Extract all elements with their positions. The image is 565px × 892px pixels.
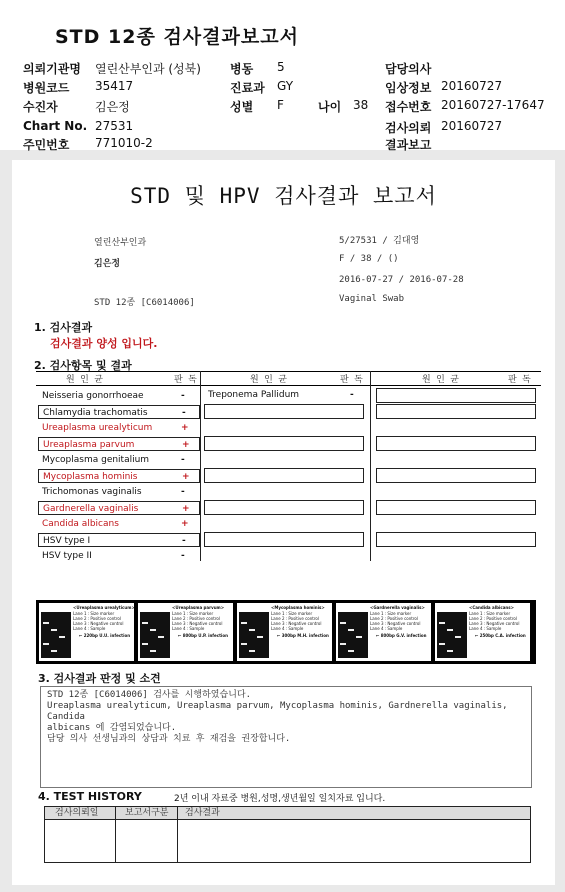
- chart-doctor: 5/27531 / 김대영: [339, 236, 420, 246]
- item-name: Gardnerella vaginalis: [43, 504, 139, 514]
- item-result: -: [182, 408, 186, 418]
- empty-result-box: [376, 468, 536, 483]
- gel-band-label: ← 800bp G.V. infection: [376, 633, 427, 638]
- history-header: [45, 807, 530, 820]
- item-result: -: [181, 391, 185, 401]
- item-name: Treponema Pallidum: [208, 390, 300, 400]
- item-name: Trichomonas vaginalis: [42, 487, 142, 497]
- gel-legend-line: Lane 2 : Positive control: [172, 616, 220, 621]
- field-label: 임상정보: [385, 81, 432, 95]
- gel-panel: [336, 603, 431, 661]
- table-row: [38, 549, 200, 563]
- item-result: -: [350, 390, 354, 400]
- history-col: 보고서구분: [125, 808, 169, 818]
- empty-result-box: [204, 404, 364, 419]
- gel-band-label: ← 300bp M.H. infection: [277, 633, 329, 638]
- empty-result-box: [376, 532, 536, 547]
- table-row: [38, 517, 200, 531]
- gel-band-label: ← 800bp U.P. infection: [178, 633, 229, 638]
- col-result: 판 독: [340, 375, 363, 385]
- gel-band: [43, 622, 49, 624]
- gel-band: [257, 636, 263, 638]
- item-name: Mycoplasma hominis: [43, 472, 138, 482]
- gel-title: <Mycoplasma hominis>: [271, 605, 325, 610]
- col-result: 판 독: [508, 375, 531, 385]
- gel-band: [447, 650, 453, 652]
- gel-band: [447, 629, 453, 631]
- field-label: 병동: [230, 62, 254, 76]
- gel-band: [241, 622, 247, 624]
- specimen: Vaginal Swab: [339, 294, 405, 304]
- results-table: [36, 371, 541, 561]
- item-name: HSV type II: [42, 551, 92, 561]
- table-row: [38, 501, 200, 515]
- gel-band-label: ← 250bp C.A. infection: [475, 633, 526, 638]
- history-divider: [115, 807, 116, 862]
- item-name: Neisseria gonorrhoeae: [42, 391, 144, 401]
- col-divider: [370, 371, 371, 561]
- gel-panel: [39, 603, 134, 661]
- field-label: 진료과: [230, 81, 265, 95]
- gel-image: [41, 612, 71, 658]
- field-value: 열린산부인과 (성북): [95, 62, 201, 76]
- field-value: F: [277, 98, 284, 112]
- gel-lane-numbers: 1 2 3 4: [240, 604, 254, 609]
- gel-image: [140, 612, 170, 658]
- gel-band: [439, 643, 445, 645]
- field-label: 의뢰기관명: [23, 62, 81, 76]
- scanned-report-title: STD 및 HPV 검사결과 보고서: [130, 184, 437, 208]
- gel-legend-line: Lane 4 : Sample: [172, 626, 205, 631]
- col-result: 판 독: [174, 375, 197, 385]
- gel-legend-line: Lane 3 : Negative control: [73, 621, 124, 626]
- gel-band: [348, 650, 354, 652]
- opinion-line: 담당 의사 선생님과의 상담과 치료 후 재검을 권장합니다.: [47, 734, 291, 744]
- item-name: Chlamydia trachomatis: [43, 408, 148, 418]
- results-table-header: [36, 371, 541, 386]
- gel-legend-line: Lane 1 : Size marker: [73, 611, 115, 616]
- field-value: 38: [353, 98, 369, 112]
- gel-band: [142, 622, 148, 624]
- gel-title: <Gardnerella vaginalis>: [370, 605, 425, 610]
- field-label: 수진자: [23, 100, 58, 114]
- table-row: [38, 469, 200, 483]
- gel-legend-line: Lane 2 : Positive control: [469, 616, 517, 621]
- section-3-heading: 3. 검사결과 판정 및 소견: [38, 672, 161, 685]
- scanned-report: [12, 160, 555, 885]
- gel-band: [142, 643, 148, 645]
- gel-legend-line: Lane 1 : Size marker: [370, 611, 412, 616]
- empty-result-box: [204, 468, 364, 483]
- test-code: STD 12종 [C6014006]: [94, 298, 195, 308]
- gel-image: [338, 612, 368, 658]
- gel-band: [150, 650, 156, 652]
- item-name: HSV type I: [43, 536, 91, 546]
- item-name: Ureaplasma parvum: [43, 440, 135, 450]
- gel-title: <Ureaplasma urealyticum>: [73, 605, 135, 610]
- gel-legend-line: Lane 3 : Negative control: [469, 621, 520, 626]
- section-2-heading: 2. 검사항목 및 결과: [34, 359, 132, 372]
- opinion-line: albicans 에 감염되었습니다.: [47, 723, 177, 733]
- field-label: 결과보고: [385, 138, 432, 152]
- item-result: -: [181, 455, 185, 465]
- dates: 2016-07-27 / 2016-07-28: [339, 275, 464, 285]
- table-row: [38, 389, 200, 403]
- field-label: 병원코드: [23, 81, 70, 95]
- item-name: Candida albicans: [42, 519, 119, 529]
- gel-band: [356, 636, 362, 638]
- field-label: 담당의사: [385, 62, 432, 76]
- gel-lane-numbers: 1 2 3 4: [438, 604, 452, 609]
- table-row: [38, 421, 200, 435]
- gel-band: [249, 629, 255, 631]
- sex-age: F / 38 / (): [339, 254, 399, 264]
- gel-legend-line: Lane 4 : Sample: [271, 626, 304, 631]
- gel-band: [150, 629, 156, 631]
- item-name: Mycoplasma genitalium: [42, 455, 150, 465]
- gel-title: <Ureaplasma parvum>: [172, 605, 225, 610]
- opinion-line: STD 12종 [C6014006] 검사를 시행하였습니다.: [47, 690, 252, 700]
- gel-legend-line: Lane 2 : Positive control: [271, 616, 319, 621]
- col-pathogen: 원 인 균: [66, 375, 103, 385]
- history-col: 검사의뢰일: [55, 808, 99, 818]
- gel-band: [43, 643, 49, 645]
- empty-result-box: [376, 500, 536, 515]
- gel-image: [437, 612, 467, 658]
- gel-legend-line: Lane 4 : Sample: [370, 626, 403, 631]
- field-label: 검사의뢰: [385, 121, 432, 135]
- opinion-box: [40, 686, 532, 788]
- gel-band: [455, 636, 461, 638]
- gel-band: [51, 650, 57, 652]
- empty-result-box: [204, 500, 364, 515]
- field-value: 20160727-17647: [441, 98, 545, 112]
- col2-item: [204, 388, 364, 402]
- item-name: Ureaplasma urealyticum: [42, 423, 153, 433]
- item-result: -: [181, 551, 185, 561]
- gel-legend-line: Lane 3 : Negative control: [370, 621, 421, 626]
- gel-band: [158, 636, 164, 638]
- field-label: 성별: [230, 100, 254, 114]
- field-value: GY: [277, 79, 294, 93]
- gel-legend-line: Lane 4 : Sample: [73, 626, 106, 631]
- gel-lane-numbers: 1 2 3 4: [339, 604, 353, 609]
- field-value: 20160727: [441, 79, 503, 93]
- item-result: +: [182, 440, 190, 450]
- field-label: 주민번호: [23, 138, 70, 152]
- gel-band: [241, 643, 247, 645]
- gel-legend-line: Lane 1 : Size marker: [271, 611, 313, 616]
- opinion-line: Ureaplasma urealyticum, Ureaplasma parvum, Mycoplasma hominis, Gardnerella vaginalis, Candida: [47, 701, 508, 722]
- gel-title: <Candida albicans>: [469, 605, 514, 610]
- history-divider: [177, 807, 178, 862]
- col-pathogen: 원 인 균: [250, 375, 287, 385]
- field-value: 김은정: [95, 100, 130, 114]
- gel-legend-line: Lane 1 : Size marker: [172, 611, 214, 616]
- field-label: 접수번호: [385, 100, 432, 114]
- field-label: Chart No.: [23, 119, 88, 133]
- gel-legend-line: Lane 3 : Negative control: [172, 621, 223, 626]
- hospital-name: 열린산부인과: [94, 238, 147, 248]
- field-value: 27531: [95, 119, 134, 133]
- opinion-text: [47, 690, 527, 745]
- item-result: +: [182, 504, 190, 514]
- gel-legend-line: Lane 2 : Positive control: [370, 616, 418, 621]
- gel-legend-line: Lane 4 : Sample: [469, 626, 502, 631]
- gel-band: [340, 643, 346, 645]
- table-row: [38, 485, 200, 499]
- table-row: [38, 533, 200, 547]
- table-row: [38, 437, 200, 451]
- field-value: 771010-2: [95, 136, 153, 150]
- field-value: 5: [277, 60, 285, 74]
- history-note: 2년 이내 자료중 병원,성명,생년월일 일치자료 입니다.: [174, 794, 386, 804]
- field-value: 35417: [95, 79, 134, 93]
- gel-legend-line: Lane 2 : Positive control: [73, 616, 121, 621]
- gel-band: [340, 622, 346, 624]
- section-1-heading: 1. 검사결과: [34, 321, 93, 334]
- gel-panel: [237, 603, 332, 661]
- gel-legend-line: Lane 1 : Size marker: [469, 611, 511, 616]
- gel-band-label: ← 220bp U.U. infection: [79, 633, 131, 638]
- gel-band: [249, 650, 255, 652]
- empty-result-box: [376, 388, 536, 403]
- gel-lane-numbers: 1 2 3 4: [141, 604, 155, 609]
- patient-name: 김은정: [94, 259, 121, 269]
- item-result: +: [182, 472, 190, 482]
- empty-result-box: [204, 532, 364, 547]
- empty-result-box: [376, 404, 536, 419]
- gel-panel: [435, 603, 530, 661]
- section-4-heading: 4. TEST HISTORY: [38, 790, 142, 803]
- result-summary: 검사결과 양성 입니다.: [50, 337, 158, 350]
- field-value: 20160727: [441, 119, 503, 133]
- field-label: 나이: [318, 100, 342, 114]
- gel-band: [51, 629, 57, 631]
- item-result: -: [182, 536, 186, 546]
- table-row: [38, 405, 200, 419]
- item-result: +: [181, 423, 189, 433]
- gel-band: [348, 629, 354, 631]
- history-table: [44, 806, 531, 863]
- col-pathogen: 원 인 균: [422, 375, 459, 385]
- gel-band: [59, 636, 65, 638]
- report-header: [0, 0, 565, 150]
- gel-lane-numbers: 1 2 3 4: [42, 604, 56, 609]
- gel-panel: [138, 603, 233, 661]
- gel-image: [239, 612, 269, 658]
- gel-images: [36, 600, 536, 664]
- col-divider: [200, 371, 201, 561]
- item-result: -: [181, 487, 185, 497]
- gel-band: [439, 622, 445, 624]
- item-result: +: [181, 519, 189, 529]
- history-col: 검사결과: [185, 808, 220, 818]
- table-row: [38, 453, 200, 467]
- empty-result-box: [376, 436, 536, 451]
- report-title: STD 12종 검사결과보고서: [55, 26, 299, 48]
- empty-result-box: [204, 436, 364, 451]
- gel-legend-line: Lane 3 : Negative control: [271, 621, 322, 626]
